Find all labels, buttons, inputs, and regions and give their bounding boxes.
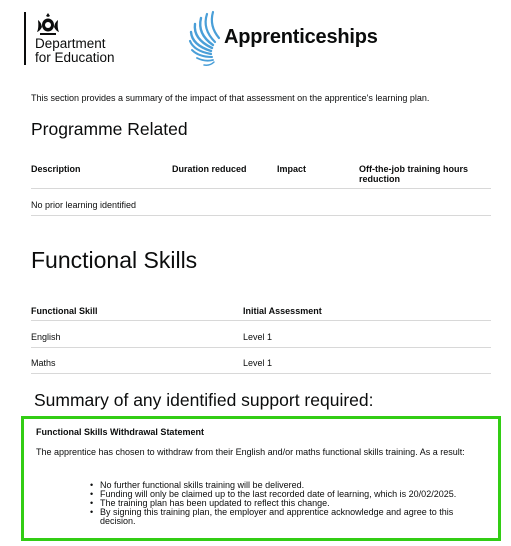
column-header-description: Description bbox=[31, 164, 81, 174]
list-item: • By signing this training plan, the employer and apprentice acknowledge and agree to this decision. bbox=[90, 507, 454, 526]
dfe-logo bbox=[24, 12, 115, 65]
programme-related-heading: Programme Related bbox=[31, 119, 188, 139]
table-divider bbox=[31, 215, 491, 216]
support-heading: Summary of any identified support required: bbox=[34, 390, 374, 410]
apprenticeships-logo bbox=[187, 10, 378, 68]
bullet-icon: • bbox=[90, 489, 94, 499]
list-item: • No further functional skills training will be delivered. bbox=[90, 480, 305, 490]
table-cell: Level 1 bbox=[243, 358, 273, 368]
statement-text: The apprentice has chosen to withdraw from their English and/or maths functional skills training. As a result: bbox=[36, 447, 465, 457]
table-cell: English bbox=[31, 332, 61, 342]
table-cell: No prior learning identified bbox=[31, 200, 137, 210]
table-cell: Maths bbox=[31, 358, 56, 368]
apprenticeships-wordmark: Apprenticeships bbox=[224, 26, 378, 48]
statement-title: Functional Skills Withdrawal Statement bbox=[36, 427, 204, 437]
column-header-initial-assessment: Initial Assessment bbox=[243, 306, 322, 316]
column-header-otj-hours-reduction: Off-the-job training hours reduction bbox=[359, 164, 468, 184]
withdrawal-statement-box bbox=[21, 416, 501, 541]
functional-skills-heading: Functional Skills bbox=[31, 247, 198, 273]
table-divider bbox=[31, 347, 491, 348]
intro-text: This section provides a summary of the impact of that assessment on the apprentice's learning plan. bbox=[31, 93, 430, 103]
bullet-icon: • bbox=[90, 507, 94, 517]
statement-bullet-list bbox=[90, 481, 490, 526]
royal-crest-icon bbox=[35, 12, 61, 36]
list-item: • Funding will only be claimed up to the last recorded date of learning, which is 20/02/2025. bbox=[90, 489, 457, 499]
table-divider bbox=[31, 373, 491, 374]
table-divider bbox=[31, 188, 491, 189]
bullet-icon: • bbox=[90, 498, 94, 508]
bullet-icon: • bbox=[90, 480, 94, 490]
table-divider bbox=[31, 320, 491, 321]
dfe-wordmark: Department for Education bbox=[35, 36, 115, 65]
column-header-duration-reduced: Duration reduced bbox=[172, 164, 247, 174]
list-item: • The training plan has been updated to reflect this change. bbox=[90, 498, 330, 508]
table-cell: Level 1 bbox=[243, 332, 273, 342]
column-header-impact: Impact bbox=[277, 164, 307, 174]
column-header-functional-skill: Functional Skill bbox=[31, 306, 98, 316]
